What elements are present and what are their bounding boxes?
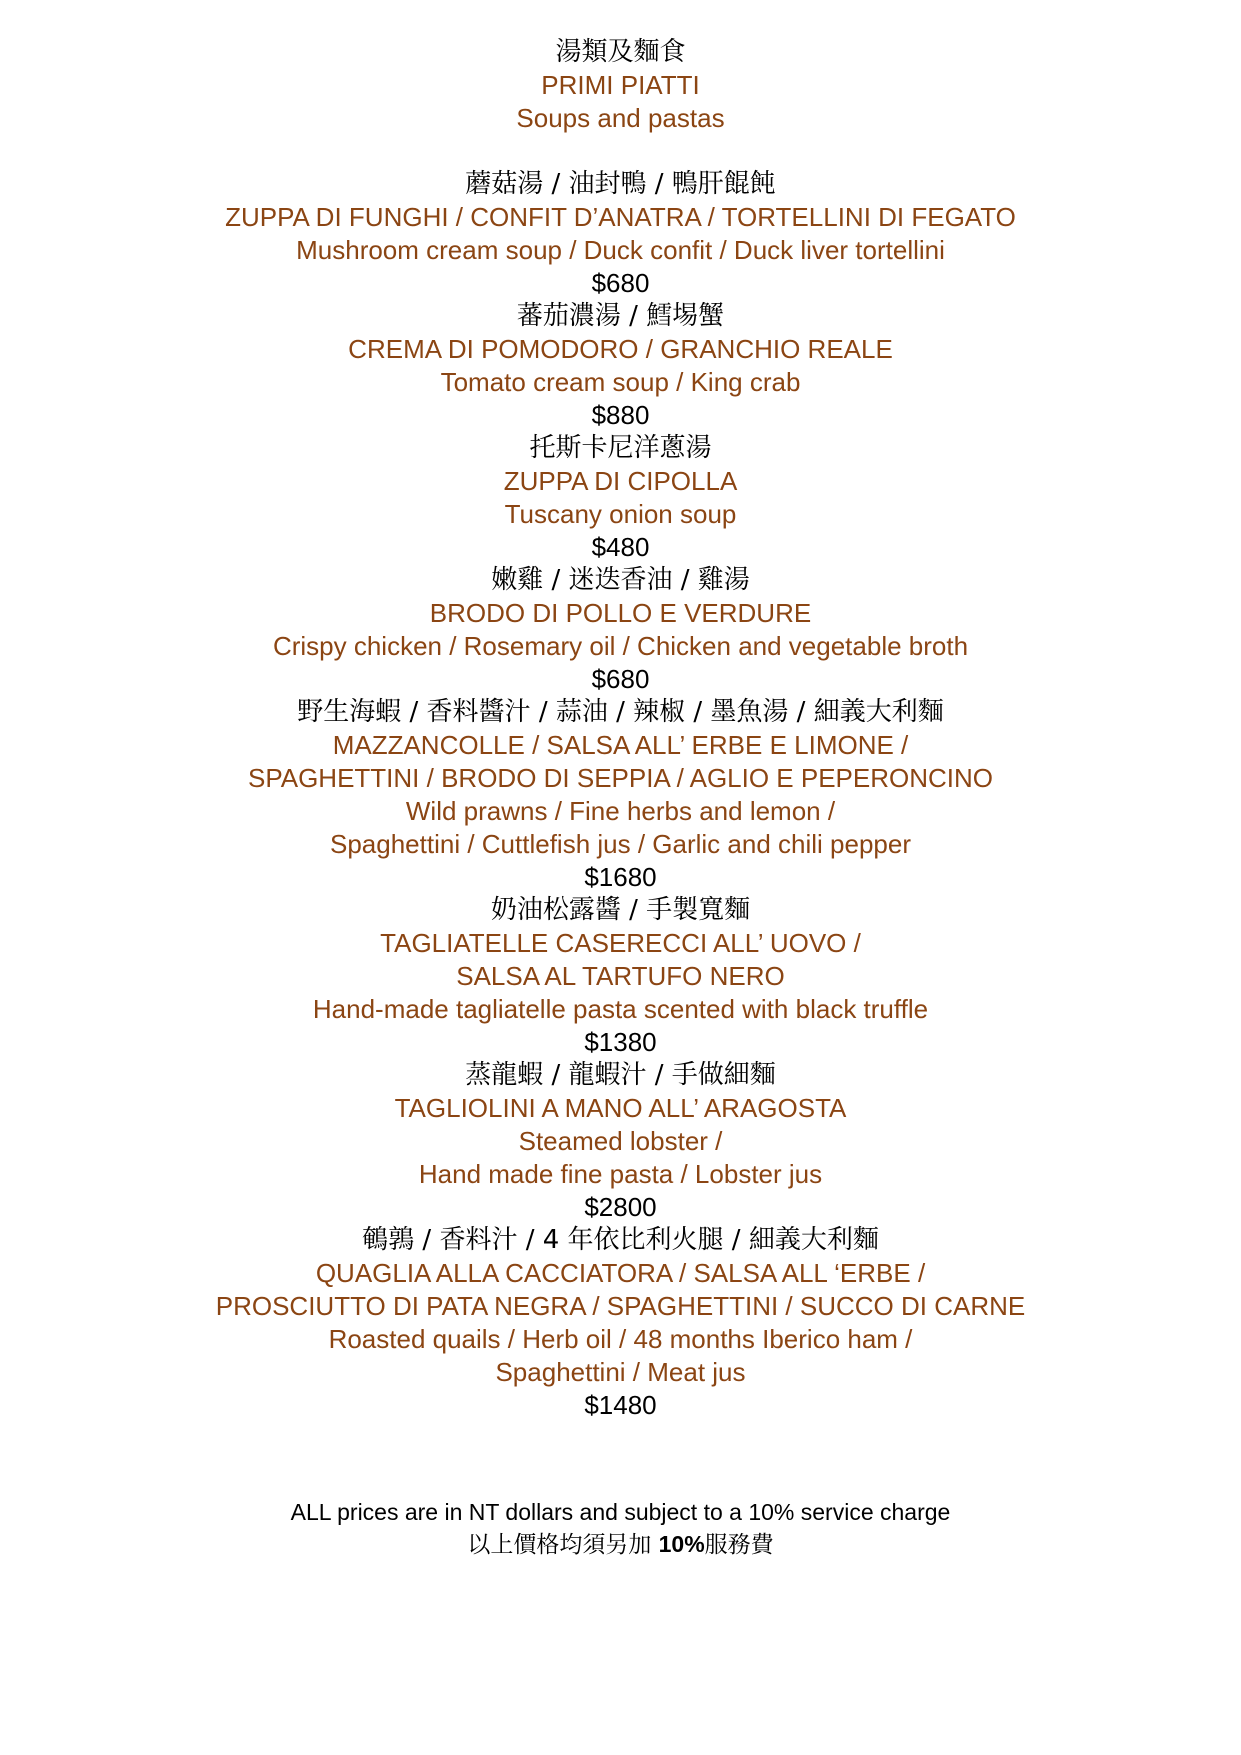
dish-description-english: Tomato cream soup / King crab <box>440 367 801 397</box>
note-zh-prefix: 以上價格均須另加 <box>467 1532 659 1558</box>
dish-item <box>0 564 1241 696</box>
dish-name-italian: SPAGHETTINI / BRODO DI SEPPIA / AGLIO E PEPERONCINO <box>247 763 994 793</box>
dish-name-chinese: 嫩雞 / 迷迭香油 / 雞湯 <box>491 565 750 595</box>
dish-item <box>0 696 1241 894</box>
dish-description-english: Roasted quails / Herb oil / 48 months Iberico ham / <box>328 1324 913 1354</box>
dish-name-italian: CREMA DI POMODORO / GRANCHIO REALE <box>348 334 893 364</box>
dish-name-italian: BRODO DI POLLO E VERDURE <box>429 598 812 628</box>
section-title-english: Soups and pastas <box>516 103 725 133</box>
dish-description-english: Steamed lobster / <box>518 1126 723 1156</box>
dish-name-chinese: 托斯卡尼洋蔥湯 <box>529 433 712 463</box>
note-zh-suffix: 服務費 <box>704 1532 774 1558</box>
dish-name-chinese: 蘑菇湯 / 油封鴨 / 鴨肝餛飩 <box>465 169 776 199</box>
dish-name-italian: PROSCIUTTO DI PATA NEGRA / SPAGHETTINI / SUCCO DI CARNE <box>215 1291 1026 1321</box>
dish-name-italian: TAGLIATELLE CASERECCI ALL’ UOVO / <box>380 928 861 958</box>
dish-price: $1680 <box>584 862 657 892</box>
dish-item <box>0 168 1241 300</box>
dish-item <box>0 300 1241 432</box>
note-zh-percent: 10% <box>658 1531 705 1557</box>
dish-name-chinese: 奶油松露醬 / 手製寬麵 <box>490 895 751 925</box>
dish-name-italian: TAGLIOLINI A MANO ALL’ ARAGOSTA <box>394 1093 847 1123</box>
dish-price: $880 <box>591 400 650 430</box>
dish-name-chinese: 野生海蝦 / 香料醬汁 / 蒜油 / 辣椒 / 墨魚湯 / 細義大利麵 <box>297 697 944 727</box>
dish-name-italian: ZUPPA DI FUNGHI / CONFIT D’ANATRA / TORTELLINI DI FEGATO <box>225 202 1016 232</box>
dish-name-italian: MAZZANCOLLE / SALSA ALL’ ERBE E LIMONE / <box>332 730 909 760</box>
section-header <box>0 36 1241 135</box>
dish-description-english: Spaghettini / Cuttlefish jus / Garlic and chili pepper <box>330 829 911 859</box>
dish-description-english: Mushroom cream soup / Duck confit / Duck liver tortellini <box>296 235 945 265</box>
dish-name-chinese: 鵪鶉 / 香料汁 / 4 年依比利火腿 / 細義大利麵 <box>362 1225 879 1255</box>
dish-price: $1480 <box>584 1390 657 1420</box>
dish-list <box>0 168 1241 1422</box>
dish-item <box>0 432 1241 564</box>
dish-name-italian: ZUPPA DI CIPOLLA <box>503 466 738 496</box>
dish-price: $680 <box>591 664 650 694</box>
dish-price: $680 <box>591 268 650 298</box>
dish-description-english: Spaghettini / Meat jus <box>495 1357 746 1387</box>
dish-name-chinese: 蕃茄濃湯 / 鱈埸蟹 <box>516 301 725 331</box>
service-charge-note <box>0 1496 1241 1561</box>
service-charge-note-chinese <box>0 1528 1241 1561</box>
dish-item <box>0 894 1241 1059</box>
dish-price: $1380 <box>584 1027 657 1057</box>
dish-price: $480 <box>591 532 650 562</box>
dish-item <box>0 1224 1241 1422</box>
dish-name-chinese: 蒸龍蝦 / 龍蝦汁 / 手做細麵 <box>465 1060 776 1090</box>
dish-description-english: Tuscany onion soup <box>504 499 737 529</box>
dish-description-english: Wild prawns / Fine herbs and lemon / <box>405 796 836 826</box>
dish-price: $2800 <box>584 1192 657 1222</box>
dish-description-english: Hand made fine pasta / Lobster jus <box>418 1159 823 1189</box>
section-title-chinese: 湯類及麵食 <box>555 37 686 67</box>
dish-description-english: Hand-made tagliatelle pasta scented with black truffle <box>312 994 929 1024</box>
dish-item <box>0 1059 1241 1224</box>
service-charge-note-english: ALL prices are in NT dollars and subject to a 10% service charge <box>290 1499 951 1525</box>
dish-name-italian: SALSA AL TARTUFO NERO <box>456 961 785 991</box>
section-title-italian: PRIMI PIATTI <box>541 70 700 100</box>
dish-description-english: Crispy chicken / Rosemary oil / Chicken and vegetable broth <box>272 631 969 661</box>
dish-name-italian: QUAGLIA ALLA CACCIATORA / SALSA ALL ‘ERBE / <box>315 1258 926 1288</box>
